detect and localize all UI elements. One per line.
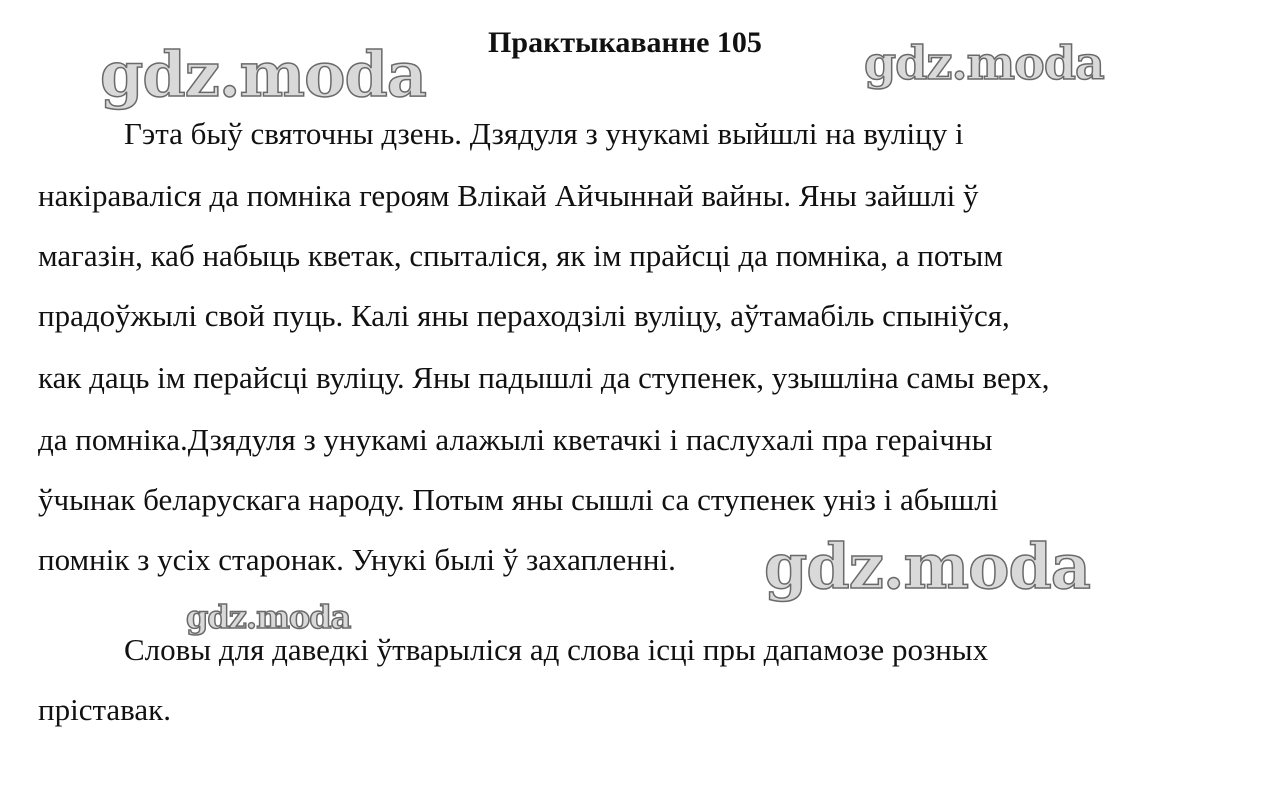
text-line: накіраваліся да помніка героям Влікай Айчыннай вайны. Яны зайшлі ў bbox=[38, 178, 979, 213]
watermark-logo: gdz.moda bbox=[100, 38, 426, 111]
text-line: помнік з усіх старонак. Унукі былі ў захапленні. bbox=[38, 542, 676, 577]
page-title: Практыкаванне 105 bbox=[488, 26, 762, 59]
watermark-logo: gdz.moda bbox=[864, 36, 1104, 90]
watermark-logo: gdz.moda bbox=[764, 530, 1090, 603]
text-line: магазін, каб набыць кветак, спыталіся, як ім прайсці да помніка, а потым bbox=[38, 238, 1003, 273]
text-line: прадоўжылі свой пуць. Калі яны пераходзілі вуліцу, аўтамабіль спыніўся, bbox=[38, 298, 1010, 333]
text-line: как даць ім перайсці вуліцу. Яны падышлі да ступенек, узышліна самы верх, bbox=[38, 360, 1050, 395]
watermark-logo: gdz.moda bbox=[186, 598, 351, 636]
text-line: Гэта быў святочны дзень. Дзядуля з унукамі выйшлі на вуліцу і bbox=[124, 116, 964, 151]
text-line: да помніка.Дзядуля з унукамі алажылі кветачкі і паслухалі пра гераічны bbox=[38, 422, 993, 457]
text-line: ўчынак беларускага народу. Потым яны сышлі са ступенек уніз і абышлі bbox=[38, 482, 999, 517]
text-line: пріставак. bbox=[38, 692, 171, 727]
text-line: Словы для даведкі ўтварыліся ад слова ісці пры дапамозе розных bbox=[124, 632, 989, 667]
